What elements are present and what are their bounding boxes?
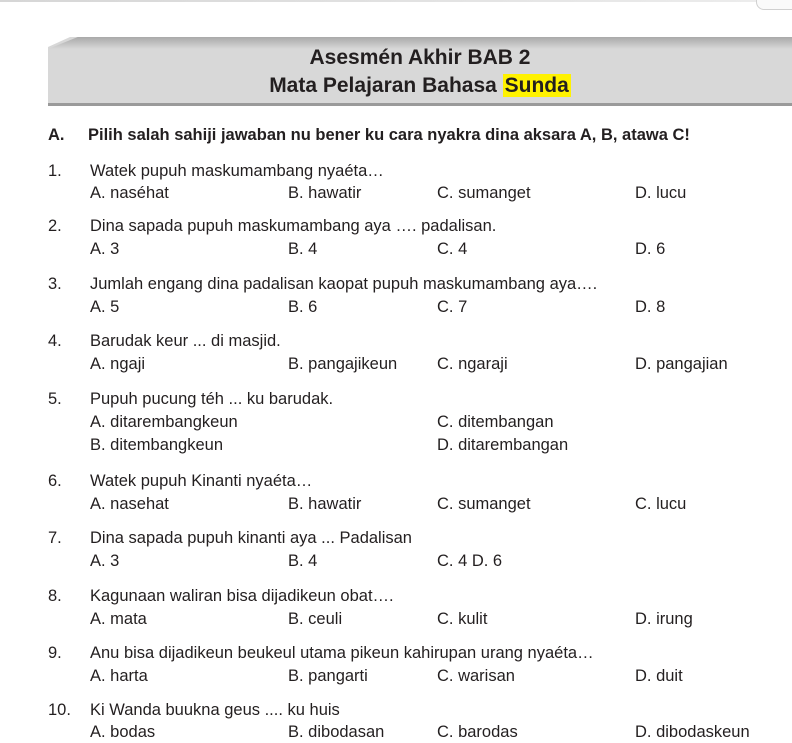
option-d[interactable]: D. dibodaskeun	[635, 723, 750, 741]
option-c[interactable]: C. kulit	[437, 610, 488, 628]
option-d[interactable]: C. lucu	[635, 495, 687, 513]
option-a[interactable]: A. bodas	[90, 723, 156, 741]
option-c[interactable]: C. ditembangan	[437, 413, 554, 431]
section-letter: A.	[48, 126, 65, 144]
corner-widget	[756, 0, 792, 10]
question-number: 4.	[48, 332, 62, 350]
question-number: 9.	[48, 644, 62, 662]
option-c[interactable]: C. 7	[437, 298, 468, 316]
option-c[interactable]: C. sumanget	[437, 495, 531, 513]
option-d[interactable]: D. ditarembangan	[437, 436, 569, 454]
option-c[interactable]: C. 4	[437, 240, 468, 258]
option-c-d[interactable]: C. 4 D. 6	[437, 552, 503, 570]
option-b[interactable]: B. 4	[288, 552, 318, 570]
option-b[interactable]: B. hawatir	[288, 184, 362, 202]
option-d[interactable]: D. duit	[635, 667, 683, 685]
question-text: Watek pupuh maskumambang nyaéta…	[90, 162, 384, 180]
option-a[interactable]: A. 3	[90, 240, 120, 258]
option-b[interactable]: B. pangarti	[288, 667, 368, 685]
option-d[interactable]: D. lucu	[635, 184, 687, 202]
page-subtitle	[48, 74, 792, 98]
option-c[interactable]: C. sumanget	[437, 184, 531, 202]
option-d[interactable]: D. pangajian	[635, 355, 728, 373]
question-text: Ki Wanda buukna geus .... ku huis	[90, 701, 340, 719]
question-text: Jumlah engang dina padalisan kaopat pupuh maskumambang aya….	[90, 275, 598, 293]
option-b[interactable]: B. 6	[288, 298, 318, 316]
option-d[interactable]: D. irung	[635, 610, 693, 628]
option-b[interactable]: B. 4	[288, 240, 318, 258]
option-a[interactable]: A. ngaji	[90, 355, 146, 373]
question-text: Kagunaan waliran bisa dijadikeun obat….	[90, 587, 394, 605]
question-number: 8.	[48, 587, 62, 605]
question-text: Barudak keur ... di masjid.	[90, 332, 281, 350]
option-c[interactable]: C. ngaraji	[437, 355, 508, 373]
question-number: 7.	[48, 529, 62, 547]
question-text: Watek pupuh Kinanti nyaéta…	[90, 472, 313, 490]
top-divider	[0, 0, 760, 2]
option-d[interactable]: D. 8	[635, 298, 666, 316]
option-a[interactable]: A. ditarembangkeun	[90, 413, 238, 431]
option-b[interactable]: B. ditembangkeun	[90, 436, 224, 454]
question-number: 5.	[48, 390, 62, 408]
option-b[interactable]: B. dibodasan	[288, 723, 385, 741]
option-a[interactable]: A. 3	[90, 552, 120, 570]
option-d[interactable]: D. 6	[635, 240, 666, 258]
question-text: Anu bisa dijadikeun beukeul utama pikeun kahirupan urang nyaéta…	[90, 644, 594, 662]
option-a[interactable]: A. naséhat	[90, 184, 169, 202]
option-b[interactable]: B. hawatir	[288, 495, 362, 513]
subtitle-highlight: Sunda	[504, 74, 569, 97]
question-text: Dina sapada pupuh maskumambang aya …. padalisan.	[90, 217, 497, 235]
question-number: 1.	[48, 162, 62, 180]
question-text: Dina sapada pupuh kinanti aya ... Padalisan	[90, 529, 412, 547]
subtitle-prefix: Mata Pelajaran Bahasa	[269, 74, 503, 97]
page-title: Asesmén Akhir BAB 2	[309, 46, 531, 69]
question-number: 10.	[48, 701, 71, 719]
question-number: 2.	[48, 217, 62, 235]
option-a[interactable]: A. harta	[90, 667, 148, 685]
option-b[interactable]: B. pangajikeun	[288, 355, 398, 373]
section-text: Pilih salah sahiji jawaban nu bener ku cara nyakra dina aksara A, B, atawa C!	[88, 126, 690, 144]
option-b[interactable]: B. ceuli	[288, 610, 343, 628]
question-number: 6.	[48, 472, 62, 490]
option-a[interactable]: A. nasehat	[90, 495, 169, 513]
option-a[interactable]: A. 5	[90, 298, 120, 316]
option-a[interactable]: A. mata	[90, 610, 147, 628]
title-band-bottom-line	[48, 103, 792, 106]
option-c[interactable]: C. warisan	[437, 667, 515, 685]
question-number: 3.	[48, 275, 62, 293]
option-c[interactable]: C. barodas	[437, 723, 518, 741]
question-text: Pupuh pucung téh ... ku barudak.	[90, 390, 334, 408]
